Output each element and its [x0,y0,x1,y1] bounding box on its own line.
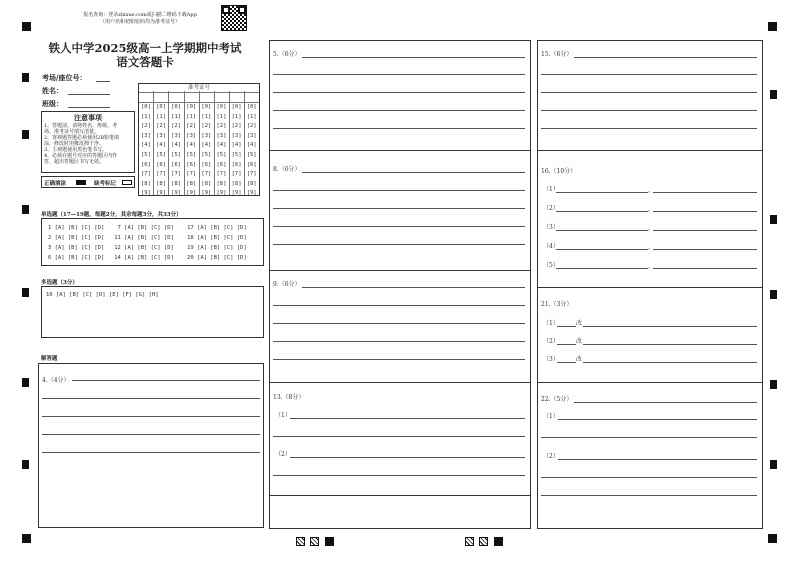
admission-digit-bubble[interactable]: [7] [201,171,212,178]
admission-column-divider [229,91,230,195]
answer-line[interactable] [273,128,525,129]
school-title: 铁人中学2025级高一上学期期中考试 [48,41,242,55]
notice-line: 4、必须在题号对应的答题区内作 [44,153,118,159]
admission-digit-bubble[interactable]: [3] [171,132,182,139]
admission-digit-bubble[interactable]: [0] [246,104,257,110]
answer-line[interactable] [556,230,648,231]
q16-label: 16.（10分） [541,168,577,175]
admission-digit-bubble[interactable]: [8] [186,180,197,187]
admission-digit-bubble[interactable]: [2] [171,123,182,130]
answer-line[interactable] [556,268,648,269]
q16-separator: ， [648,225,655,232]
q22-label: 22.（5分） [541,396,573,403]
answer-line[interactable] [42,452,260,453]
admission-digit-bubble[interactable]: [3] [231,132,242,139]
answer-line[interactable] [541,92,757,93]
single-choice-row[interactable]: 3 [A] [B] [C] [D] 12 [A] [B] [C] [D] 19 [A] [B] [C] [D] [48,245,247,251]
admission-digit-bubble[interactable]: [1] [141,113,151,120]
answer-line[interactable] [574,57,757,58]
admission-digit-bubble[interactable]: [6] [171,161,182,168]
answer-line[interactable] [273,359,525,360]
answer-line[interactable] [273,190,525,191]
corner-mark-top-right [768,22,777,31]
timing-mark [22,378,29,387]
divider [269,150,531,151]
q4-answer-box [38,363,264,528]
admission-digit-bubble[interactable]: [6] [186,161,197,168]
q9-label: 9.（6分） [273,281,301,288]
q4-label: 4.（4分） [42,377,70,384]
timing-mark [770,90,777,99]
notice-line: 3、主观题使用黑色笔书写。 [44,147,108,153]
qr-code [221,5,247,31]
admission-digit-bubble[interactable]: [3] [141,132,151,139]
admission-digit-bubble[interactable]: [1] [216,113,227,120]
admission-digit-bubble[interactable]: [2] [216,123,227,130]
answer-line[interactable] [557,362,576,363]
q16-separator: ， [648,206,655,213]
admission-digit-bubble[interactable]: [8] [156,180,167,187]
notice-line: 场、准考证号填写清楚。 [44,129,100,135]
answer-line[interactable] [557,344,576,345]
exam-room-label: 考场/座位号： [42,73,87,82]
answer-line[interactable] [302,172,525,173]
multi-choice-box [41,286,264,338]
answer-line[interactable] [273,226,525,227]
answer-line[interactable] [558,459,757,460]
divider [537,382,763,383]
answer-line[interactable] [42,416,260,417]
name-label: 姓名： [42,86,63,95]
admission-digit-bubble[interactable]: [4] [171,142,182,149]
admission-digit-bubble[interactable]: [4] [201,142,212,149]
single-choice-row[interactable]: 2 [A] [B] [C] [D] 11 [A] [B] [C] [D] 18 [A] [B] [C] [D] [48,235,247,241]
fill-example-box [41,176,135,188]
admission-digit-bubble[interactable]: [3] [186,132,197,139]
admission-digit-bubble[interactable]: [0] [216,104,227,110]
class-label: 班级： [42,99,63,108]
exam-room-field[interactable] [96,81,110,82]
answer-line[interactable] [273,436,525,437]
admission-digit-bubble[interactable]: [4] [156,142,167,149]
page-mark [465,537,474,546]
answer-line[interactable] [273,92,525,93]
q21-suffix: 改 [576,338,583,345]
answer-line[interactable] [583,362,757,363]
admission-digit-bubble[interactable]: [9] [156,190,167,197]
timing-mark [22,130,29,139]
admission-digit-bubble[interactable]: [9] [216,190,227,197]
admission-digit-bubble[interactable]: [7] [156,171,167,178]
admission-digit-bubble[interactable]: [0] [231,104,242,110]
admission-digit-bubble[interactable]: [0] [201,104,212,110]
admission-digit-bubble[interactable]: [5] [246,152,257,158]
q16-sub-label: （5） [543,262,559,269]
answer-line[interactable] [273,244,525,245]
admission-digit-bubble[interactable]: [0] [141,104,151,110]
q13-label: 13.（8分） [273,394,305,401]
answer-line[interactable] [290,418,525,419]
q16-separator: ， [648,187,655,194]
timing-mark [770,460,777,469]
single-choice-box [41,218,264,266]
middle-column [269,40,531,529]
admission-digit-bubble[interactable]: [9] [246,190,257,197]
admission-digit-bubble[interactable]: [5] [201,152,212,158]
q16-sub-label: （3） [543,224,559,231]
admission-digit-bubble[interactable]: [4] [246,142,257,149]
admission-digit-bubble[interactable]: [5] [216,152,227,158]
single-choice-row[interactable]: 1 [A] [B] [C] [D] 7 [A] [B] [C] [D] 17 [A] [B] [C] [D] [48,225,247,231]
admission-digit-bubble[interactable]: [8] [216,180,227,187]
notice-box [41,111,135,173]
admission-digit-bubble[interactable]: [6] [141,161,151,168]
right-column [537,40,763,529]
admission-digit-bubble[interactable]: [2] [246,123,257,130]
top-notice-line-2: （用户名和初始密码均为准考证号） [99,19,180,25]
notice-line: 1、答题前，请将姓名、班级、考 [44,123,118,129]
q22-sub-label: （1） [543,413,559,420]
q16-separator: ， [648,244,655,251]
admission-number-header: 准考证号 [187,85,210,91]
q16-separator: ， [648,263,655,270]
answer-line[interactable] [556,192,648,193]
absent-mark-box[interactable] [122,180,132,185]
admission-column-divider [168,91,169,195]
card-title: 语文答题卡 [116,55,174,69]
notice-line: 答，超出答题区书写无效。 [44,159,105,165]
admission-digit-bubble[interactable]: [5] [186,152,197,158]
admission-digit-bubble[interactable]: [0] [186,104,197,110]
admission-digit-bubble[interactable]: [8] [201,180,212,187]
admission-digit-bubble[interactable]: [6] [216,161,227,168]
answer-line[interactable] [273,323,525,324]
answer-line[interactable] [556,249,648,250]
admission-digit-bubble[interactable]: [2] [186,123,197,130]
answer-line[interactable] [273,110,525,111]
page-mark [325,537,334,546]
admission-digit-bubble[interactable]: [9] [231,190,242,197]
admission-column-divider [184,91,185,195]
admission-digit-bubble[interactable]: [1] [231,113,242,120]
q21-suffix: 改 [576,320,583,327]
q21-sub-label: （1） [543,320,559,327]
admission-digit-bubble[interactable]: [9] [141,190,151,197]
admission-digit-bubble[interactable]: [1] [201,113,212,120]
answer-line[interactable] [574,402,757,403]
admission-digit-bubble[interactable]: [2] [231,123,242,130]
timing-mark [770,380,777,389]
timing-mark [770,290,777,299]
divider [269,382,531,383]
admission-digit-bubble[interactable]: [8] [141,180,151,187]
top-notice-line-1: 报名查询：登录zhixue.com或扫描二维码下载App [83,12,197,18]
notice-line: 涂，修改时用橡皮擦干净。 [44,141,105,147]
class-field[interactable] [68,107,110,108]
answer-line[interactable] [273,305,525,306]
answer-line[interactable] [42,434,260,435]
q5-label: 5.（6分） [273,51,301,58]
admission-digit-bubble[interactable]: [4] [141,142,151,149]
admission-digit-bubble[interactable]: [5] [171,152,182,158]
admission-digit-bubble[interactable]: [3] [201,132,212,139]
admission-column-divider [153,91,154,195]
q13-sub-label: （1） [275,412,291,419]
answer-line[interactable] [273,74,525,75]
q21-sub-label: （2） [543,338,559,345]
admission-digit-bubble[interactable]: [7] [246,171,257,178]
answer-line[interactable] [302,287,525,288]
answer-line[interactable] [290,457,525,458]
admission-digit-bubble[interactable]: [1] [186,113,197,120]
admission-digit-bubble[interactable]: [9] [201,190,212,197]
single-choice-row[interactable]: 6 [A] [B] [C] [D] 14 [A] [B] [C] [D] 20 [A] [B] [C] [D] [48,255,247,261]
answer-line[interactable] [653,268,757,269]
admission-column-divider [214,91,215,195]
corner-mark-bottom-right [768,534,777,543]
corner-mark-bottom-left [22,534,31,543]
timing-mark [22,288,29,297]
admission-digit-bubble[interactable]: [7] [171,171,182,178]
divider [537,150,763,151]
q16-sub-label: （1） [543,186,559,193]
page-mark [494,537,503,546]
answer-line[interactable] [653,192,757,193]
timing-mark [22,73,29,82]
admission-column-divider [244,91,245,195]
admission-column-divider [199,91,200,195]
page-mark [310,537,319,546]
admission-digit-bubble[interactable]: [4] [216,142,227,149]
answer-line[interactable] [541,110,757,111]
answer-line[interactable] [302,57,525,58]
answer-section-title: 解答题 [41,356,58,362]
answer-line[interactable] [653,249,757,250]
answer-line[interactable] [653,211,757,212]
notice-title: 注意事项 [74,113,102,122]
admission-digit-bubble[interactable]: [1] [156,113,167,120]
answer-line[interactable] [273,208,525,209]
answer-line[interactable] [541,128,757,129]
answer-line[interactable] [541,495,757,496]
admission-digit-bubble[interactable]: [7] [216,171,227,178]
multi-choice-title: 多选题（3分） [41,280,78,286]
divider [269,270,531,271]
answer-line[interactable] [273,341,525,342]
q15-label: 15.（6分） [541,51,573,58]
answer-line[interactable] [557,326,576,327]
admission-digit-bubble[interactable]: [8] [171,180,182,187]
answer-line[interactable] [541,74,757,75]
answer-line[interactable] [556,211,648,212]
admission-digit-bubble[interactable]: [6] [156,161,167,168]
admission-digit-bubble[interactable]: [6] [246,161,257,168]
admission-digit-bubble[interactable]: [3] [246,132,257,139]
admission-digit-bubble[interactable]: [8] [231,180,242,187]
admission-digit-bubble[interactable]: [5] [156,152,167,158]
answer-line[interactable] [583,326,757,327]
q22-sub-label: （2） [543,453,559,460]
admission-digit-bubble[interactable]: [1] [246,113,257,120]
divider [537,287,763,288]
admission-digit-bubble[interactable]: [6] [231,161,242,168]
admission-digit-bubble[interactable]: [6] [201,161,212,168]
timing-mark [22,205,29,214]
name-field[interactable] [68,94,110,95]
admission-digit-bubble[interactable]: [1] [171,113,182,120]
q8-label: 8.（6分） [273,166,301,173]
answer-line[interactable] [541,437,757,438]
absent-mark-label: 缺考标记 [94,181,117,187]
correct-fill-label: 正确填涂 [44,181,67,187]
q16-sub-label: （2） [543,205,559,212]
divider [269,495,531,496]
admission-digit-bubble[interactable]: [7] [231,171,242,178]
answer-line[interactable] [42,398,260,399]
single-choice-title: 单选题（17—19题，每题2分，其余每题3分，共33分） [41,212,182,218]
admission-digit-bubble[interactable]: [0] [156,104,167,110]
q21-label: 21.（3分） [541,301,573,308]
q16-sub-label: （4） [543,243,559,250]
timing-mark [22,460,29,469]
admission-digit-bubble[interactable]: [2] [201,123,212,130]
page-mark [479,537,488,546]
q21-suffix: 改 [576,356,583,363]
page-mark [296,537,305,546]
admission-digit-bubble[interactable]: [8] [246,180,257,187]
answer-line[interactable] [72,380,260,381]
admission-digit-bubble[interactable]: [4] [186,142,197,149]
admission-digit-bubble[interactable]: [5] [231,152,242,158]
timing-mark [770,215,777,224]
admission-digit-bubble[interactable]: [0] [171,104,182,110]
admission-digit-bubble[interactable]: [4] [231,142,242,149]
admission-digit-bubble[interactable]: [5] [141,152,151,158]
answer-line[interactable] [273,475,525,476]
answer-line[interactable] [583,344,757,345]
admission-digit-bubble[interactable]: [2] [141,123,151,130]
admission-digit-bubble[interactable]: [9] [186,190,197,197]
admission-digit-bubble[interactable]: [2] [156,123,167,130]
answer-line[interactable] [541,477,757,478]
multi-choice-row[interactable]: 10 [A] [B] [C] [D] [E] [F] [G] [H] [46,292,159,298]
q21-sub-label: （3） [543,356,559,363]
q13-sub-label: （2） [275,451,291,458]
admission-digit-bubble[interactable]: [9] [171,190,182,197]
answer-line[interactable] [558,419,757,420]
corner-mark-top-left [22,22,31,31]
notice-line: 2、客观题答题必须使用2B铅笔填 [44,135,120,141]
admission-digit-bubble[interactable]: [7] [141,171,151,178]
correct-fill-sample [76,180,86,185]
answer-line[interactable] [653,230,757,231]
admission-digit-bubble[interactable]: [7] [186,171,197,178]
admission-digit-bubble[interactable]: [3] [156,132,167,139]
admission-digit-bubble[interactable]: [3] [216,132,227,139]
